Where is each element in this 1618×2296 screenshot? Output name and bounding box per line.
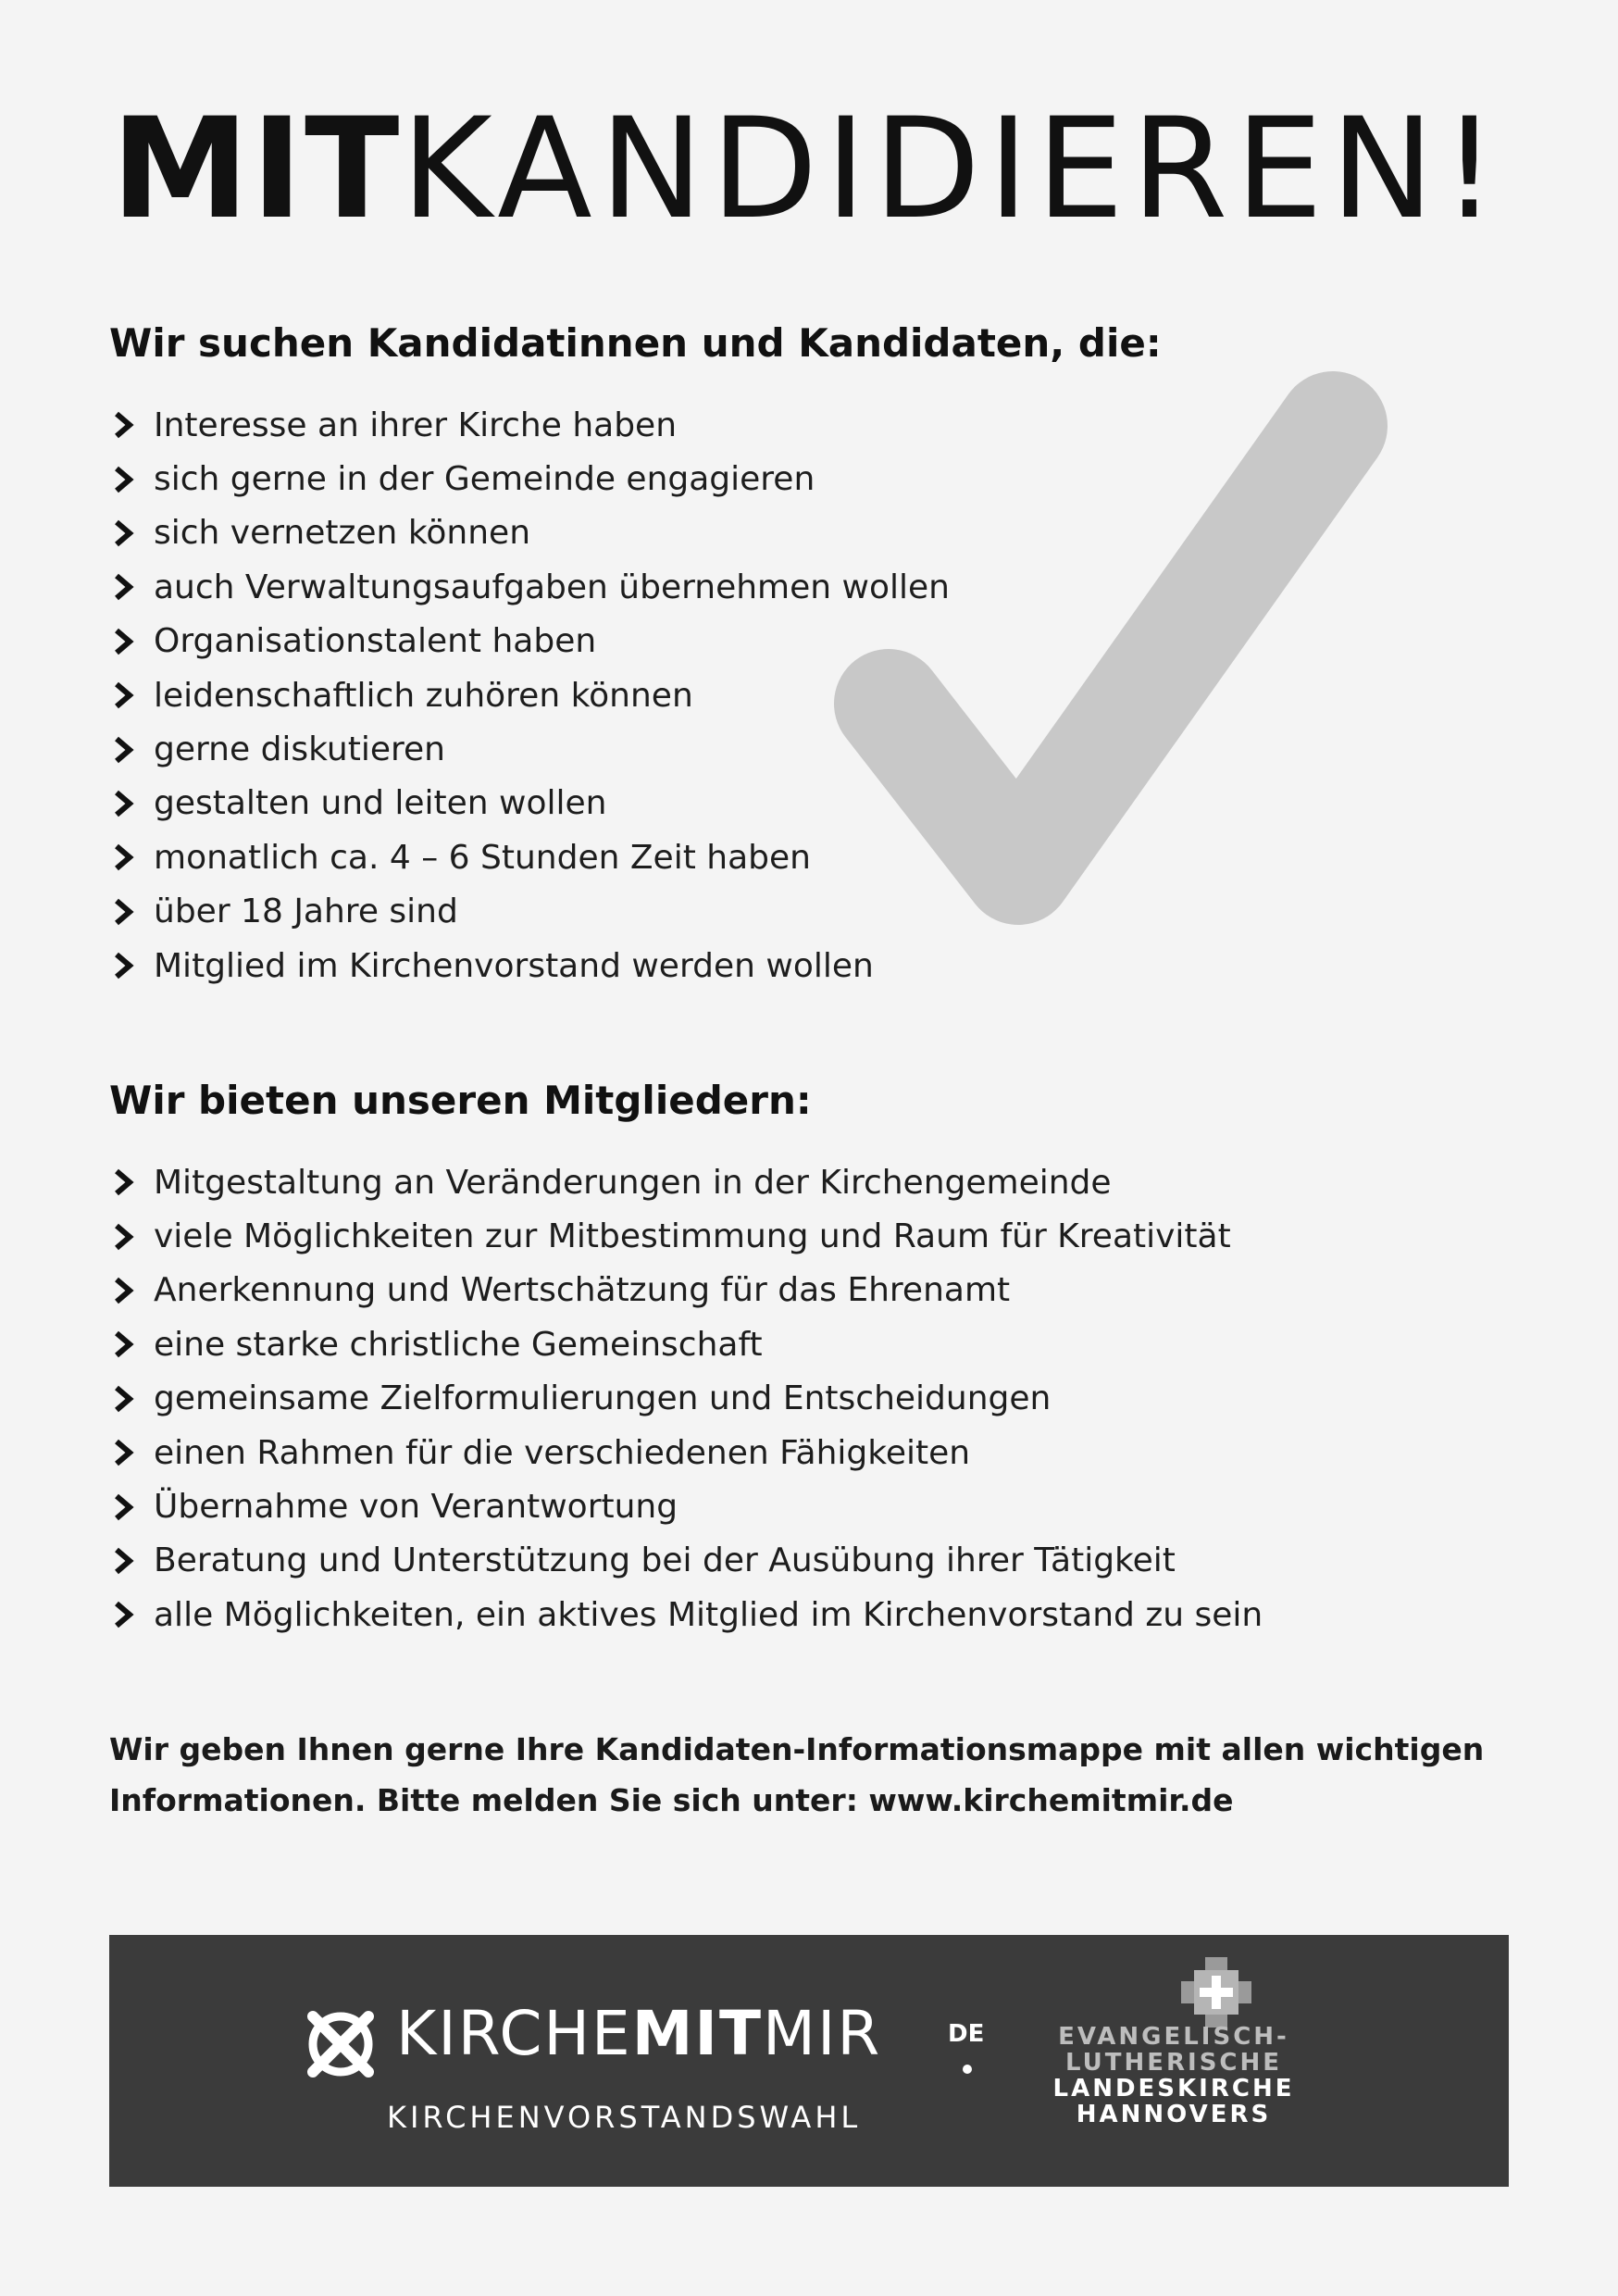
list-item-text: eine starke christliche Gemeinschaft (154, 1325, 763, 1364)
list-item-text: einen Rahmen für die verschiedenen Fähigkeiten (154, 1433, 971, 1472)
headline (111, 89, 1505, 250)
chevron-right-icon (109, 517, 154, 550)
chevron-right-icon (109, 1491, 154, 1524)
brand-wordmark (396, 1998, 882, 2069)
list-item (109, 560, 950, 614)
chevron-right-icon (109, 570, 154, 604)
chevron-right-icon (109, 949, 154, 982)
church-line-3: LANDESKIRCHE (1052, 2075, 1295, 2103)
list-item-text: leidenschaftlich zuhören können (154, 676, 693, 715)
ballot-cross-icon (304, 2007, 378, 2081)
list-item (109, 939, 950, 992)
list-item (109, 1534, 1263, 1588)
chevron-right-icon (109, 1274, 154, 1307)
church-line-2: LUTHERISCHE (1064, 2049, 1283, 2077)
list-item (109, 615, 950, 668)
closing-line-1: Wir geben Ihnen gerne Ihre Kandidaten-Informationsmappe mit allen wichtigen (109, 1731, 1485, 1767)
section-heading-candidates: Wir suchen Kandidatinnen und Kandidaten, die: (109, 320, 1162, 366)
candidate-criteria-list (109, 398, 950, 992)
list-item-text: gestalten und leiten wollen (154, 784, 607, 823)
chevron-right-icon (109, 733, 154, 767)
list-item-text: Organisationstalent haben (154, 622, 597, 661)
list-item-text: Beratung und Unterstützung bei der Ausübung ihrer Tätigkeit (154, 1541, 1176, 1580)
list-item (109, 1209, 1263, 1263)
list-item (109, 1588, 1263, 1641)
list-item (109, 452, 950, 505)
list-item-text: sich vernetzen können (154, 514, 531, 553)
list-item (109, 885, 950, 939)
member-benefits-list (109, 1155, 1263, 1642)
list-item (109, 722, 950, 776)
chevron-right-icon (109, 679, 154, 712)
list-item-text: Interesse an ihrer Kirche haben (154, 406, 678, 444)
section-heading-offers: Wir bieten unseren Mitgliedern: (109, 1078, 812, 1123)
chevron-right-icon (109, 787, 154, 820)
list-item-text: Übernahme von Verantwortung (154, 1488, 678, 1527)
list-item-text: Anerkennung und Wertschätzung für das Ehrenamt (154, 1271, 1011, 1310)
list-item-text: Mitglied im Kirchenvorstand werden wollen (154, 946, 874, 985)
church-line-4: HANNOVERS (1076, 2101, 1272, 2128)
list-item (109, 1372, 1263, 1426)
list-item-text: sich gerne in der Gemeinde engagieren (154, 460, 815, 499)
chevron-right-icon (109, 1382, 154, 1416)
list-item (109, 1317, 1263, 1371)
chevron-right-icon (109, 1328, 154, 1361)
list-item (109, 830, 950, 884)
footer-banner (109, 1935, 1509, 2187)
brand-light-2: MIR (763, 1998, 882, 2069)
list-item (109, 1426, 1263, 1479)
chevron-right-icon (109, 1166, 154, 1199)
chevron-right-icon (109, 895, 154, 929)
church-line-1: EVANGELISCH- (1058, 2023, 1289, 2051)
closing-note (109, 1724, 1498, 1826)
list-item-text: viele Möglichkeiten zur Mitbestimmung und Raum für Kreativität (154, 1217, 1231, 1256)
chevron-right-icon (109, 625, 154, 658)
list-item (109, 777, 950, 830)
chevron-right-icon (109, 463, 154, 496)
church-name (1026, 2024, 1322, 2128)
list-item-text: gemeinsame Zielformulierungen und Entscheidungen (154, 1379, 1052, 1418)
list-item (109, 506, 950, 560)
brand-subtitle: KIRCHENVORSTANDSWAHL (387, 2100, 862, 2135)
list-item-text: Mitgestaltung an Veränderungen in der Kirchengemeinde (154, 1163, 1112, 1202)
chevron-right-icon (109, 1220, 154, 1254)
list-item-text: alle Möglichkeiten, ein aktives Mitglied im Kirchenvorstand zu sein (154, 1595, 1263, 1634)
brand-light-1: KIRCHE (396, 1998, 632, 2069)
headline-light: KANDIDIEREN! (401, 89, 1505, 250)
brand-dot (963, 2065, 972, 2074)
list-item-text: monatlich ca. 4 – 6 Stunden Zeit haben (154, 838, 811, 877)
list-item (109, 1479, 1263, 1533)
chevron-right-icon (109, 1598, 154, 1631)
list-item-text: gerne diskutieren (154, 730, 445, 769)
list-item (109, 668, 950, 722)
chevron-right-icon (109, 1544, 154, 1578)
closing-line-2: Informationen. Bitte melden Sie sich unter: www.kirchemitmir.de (109, 1782, 1234, 1818)
list-item-text: über 18 Jahre sind (154, 892, 458, 931)
list-item (109, 1264, 1263, 1317)
chevron-right-icon (109, 841, 154, 874)
list-item (109, 1155, 1263, 1209)
chevron-right-icon (109, 408, 154, 442)
brand-suffix: DE (948, 2020, 985, 2048)
church-cross-logo-icon (1181, 1957, 1251, 2028)
chevron-right-icon (109, 1436, 154, 1469)
list-item-text: auch Verwaltungsaufgaben übernehmen wollen (154, 568, 950, 606)
list-item (109, 398, 950, 452)
brand-bold: MIT (631, 1998, 763, 2069)
headline-bold: MIT (111, 89, 402, 250)
